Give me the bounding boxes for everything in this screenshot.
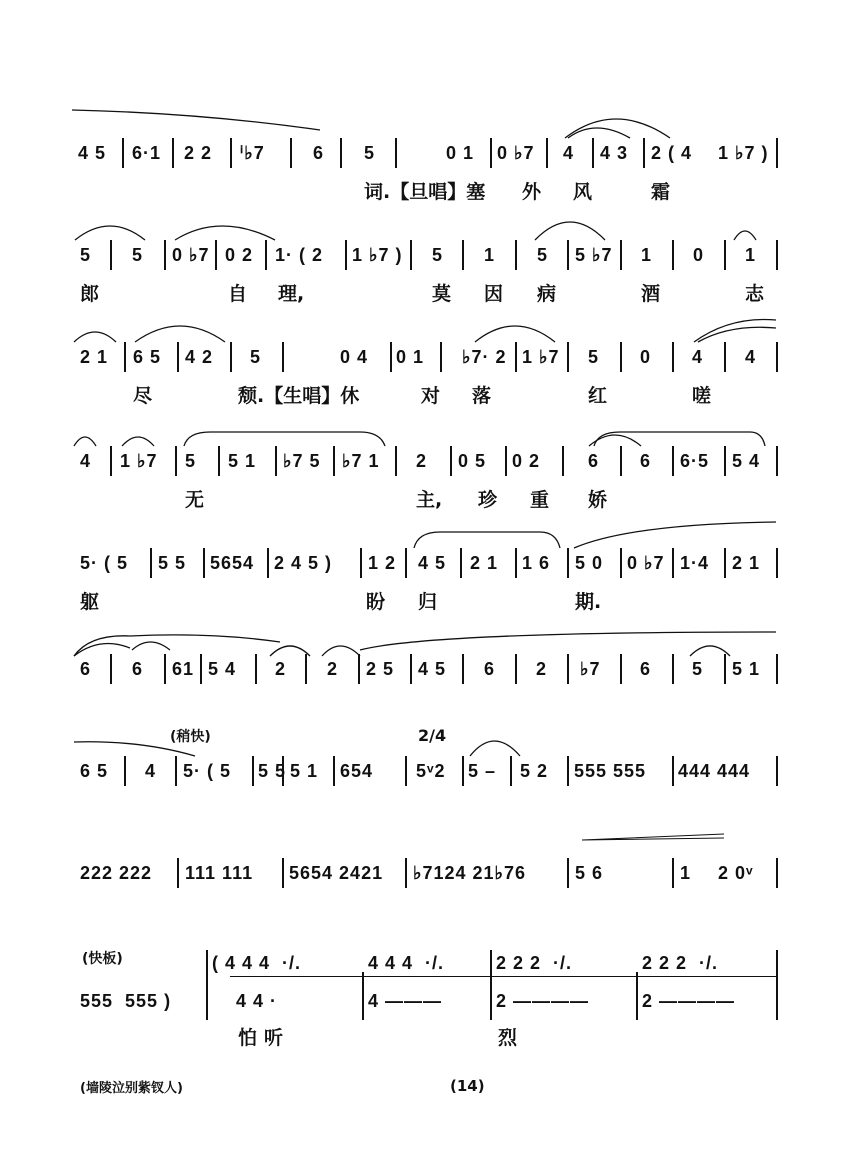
lyric: 躯 — [80, 591, 100, 613]
lyric: 落 — [472, 385, 492, 407]
note-group: 5 1 — [228, 451, 257, 471]
note-group: 1 ♭7 ) — [352, 245, 403, 265]
barline — [206, 950, 208, 1020]
lyric: 盼 — [366, 591, 386, 613]
lyric: 酒 — [641, 283, 661, 305]
note-group: ♭7124 21♭76 — [413, 863, 527, 883]
slur-line — [570, 522, 780, 550]
slur-arc — [118, 428, 158, 448]
slur-arc — [730, 222, 760, 242]
note-group: 61 — [172, 659, 195, 679]
note-group: 2 — [536, 659, 548, 679]
note-group: 4 — [692, 347, 704, 367]
slur-bracket — [590, 428, 770, 448]
note-group: 5 5 — [258, 761, 287, 781]
lyric: 词.【旦唱】塞 — [364, 181, 486, 203]
slur-arc — [470, 318, 560, 344]
note-group: 0 1 — [396, 347, 425, 367]
barline — [490, 950, 492, 1020]
note-group: 6 — [588, 451, 600, 471]
note-group: 555 555 ) — [80, 991, 172, 1011]
barline — [362, 972, 364, 1020]
note-group: 6 — [640, 451, 652, 471]
note-group: 5 2 — [520, 761, 549, 781]
note-group: 0 ♭7 — [172, 245, 210, 265]
lyric-row — [0, 282, 862, 310]
lyric: 红 — [588, 385, 608, 407]
note-group: 4 5 — [418, 553, 447, 573]
note-group: 1 6 — [522, 553, 551, 573]
page-number: (14) — [450, 1077, 485, 1095]
note-group: 2 2 2 ·/. — [496, 953, 573, 973]
notation-row — [0, 446, 862, 476]
divider — [230, 976, 776, 977]
notation-row — [0, 858, 862, 888]
lyric: 风 — [573, 181, 593, 203]
note-group: 6 5 — [133, 347, 162, 367]
note-group: 0 — [693, 245, 705, 265]
note-group: 5654 2421 — [289, 863, 384, 883]
note-group: 0 — [640, 347, 652, 367]
note-group: 4 — [563, 143, 575, 163]
note-group: 2 — [327, 659, 339, 679]
note-group: 1 — [680, 863, 692, 883]
score-source: (墙陵泣别紫钗人) — [80, 1081, 183, 1096]
note-group: 1 ♭7 — [522, 347, 560, 367]
lyric: 归 — [418, 591, 438, 613]
note-group: 5 – — [468, 761, 497, 781]
note-group: 4 4 4 ·/. — [368, 953, 445, 973]
tremolo-line — [578, 832, 728, 842]
lyric: 珍 — [478, 489, 498, 511]
lyric-row — [0, 488, 862, 516]
slur-arc — [530, 212, 610, 242]
note-group: 5 — [537, 245, 549, 265]
note-group: 654 — [340, 761, 374, 781]
note-group: 444 444 — [678, 761, 751, 781]
note-group: 0 1 — [446, 143, 475, 163]
lyric: 郎 — [80, 283, 100, 305]
note-group: 0 ♭7 — [627, 553, 665, 573]
slur-arc — [560, 110, 680, 140]
note-group: 5 4 — [208, 659, 237, 679]
lyric: 无 — [185, 489, 205, 511]
note-group: 1 — [484, 245, 496, 265]
note-group: 2 2 2 ·/. — [642, 953, 719, 973]
slur-arc — [690, 316, 780, 344]
note-group: 1 2 — [368, 553, 397, 573]
note-group: 5 5 — [158, 553, 187, 573]
lyric: 颓.【生唱】休 — [238, 385, 360, 407]
note-group: 2 — [416, 451, 428, 471]
note-group: 0 2 — [512, 451, 541, 471]
note-group: 6 5 — [80, 761, 109, 781]
barline — [776, 950, 778, 1020]
lyric: 嗟 — [692, 385, 712, 407]
tempo-marking: (快板) — [82, 951, 123, 967]
lyric: 听 — [264, 1027, 284, 1049]
note-group: 2 0ᵛ — [718, 863, 754, 883]
lyric: 莫 — [432, 283, 452, 305]
slur-line — [70, 108, 330, 138]
note-group: 111 111 — [185, 863, 254, 883]
note-group: 5· ( 5 — [183, 761, 232, 781]
slur-arc — [170, 218, 280, 242]
tempo-marking: (稍快) — [170, 729, 211, 745]
notation-row — [0, 756, 862, 786]
note-group: 5ᵛ2 — [416, 761, 446, 781]
note-group: 4 5 — [418, 659, 447, 679]
notation-row — [0, 548, 862, 578]
note-group: 2 1 — [732, 553, 761, 573]
lyric-row — [0, 1026, 862, 1054]
notation-row — [0, 240, 862, 270]
notation-row — [0, 654, 862, 684]
note-group: ♭7· 2 — [462, 347, 507, 367]
note-group: 5 6 — [575, 863, 604, 883]
note-group: 6 — [80, 659, 92, 679]
note-group: ⁱ♭7 — [240, 143, 265, 163]
note-group: 5 4 — [732, 451, 761, 471]
lyric: 自 — [228, 283, 248, 305]
slur-bracket — [410, 528, 565, 550]
note-group: 1 ♭7 ) — [718, 143, 769, 163]
note-group: 5· ( 5 — [80, 553, 129, 573]
note-group: 4 3 — [600, 143, 629, 163]
note-group: 2 ———— — [496, 991, 590, 1011]
note-group: 555 555 — [574, 761, 647, 781]
lyric: 霜 — [651, 181, 671, 203]
note-group: 4 ——— — [368, 991, 443, 1011]
note-group: 5 0 — [575, 553, 604, 573]
note-group: 6 — [484, 659, 496, 679]
note-group: ♭7 — [580, 659, 601, 679]
slur-arc — [466, 732, 526, 758]
note-group: 6·1 — [132, 143, 162, 163]
lyric-row — [0, 590, 862, 618]
lyric: 怕 — [238, 1027, 258, 1049]
note-group: 4 4 · — [236, 991, 278, 1011]
note-group: 2 ( 4 — [651, 143, 693, 163]
barline — [636, 972, 638, 1020]
notation-row — [0, 138, 862, 168]
note-group: 1 — [641, 245, 653, 265]
lyric: 志 — [745, 283, 765, 305]
note-group: 6 — [640, 659, 652, 679]
lyric-row — [0, 384, 862, 412]
note-group: 0 ♭7 — [497, 143, 535, 163]
note-group: 4 — [745, 347, 757, 367]
slur-arc — [70, 428, 100, 448]
lyric: 娇 — [588, 489, 608, 511]
note-group: 5 — [432, 245, 444, 265]
slur-arc — [70, 218, 150, 242]
note-group: 5654 — [210, 553, 255, 573]
slur-arc — [585, 428, 645, 448]
lyric: 理, — [278, 283, 305, 305]
lyric: 因 — [484, 283, 504, 305]
note-group: 6·5 — [680, 451, 710, 471]
note-group: 5 — [250, 347, 262, 367]
lyric: 烈 — [498, 1027, 518, 1049]
note-group: 0 5 — [458, 451, 487, 471]
note-group: 2 — [275, 659, 287, 679]
note-group: 222 222 — [80, 863, 153, 883]
note-group: 1 ♭7 — [120, 451, 158, 471]
note-group: ♭7 5 — [283, 451, 321, 471]
notation-row — [0, 342, 862, 372]
note-group: 2 2 — [184, 143, 213, 163]
note-group: 5 1 — [290, 761, 319, 781]
lyric: 期. — [575, 591, 602, 613]
lyric: 尽 — [133, 385, 153, 407]
slur-bracket — [180, 428, 390, 448]
note-group: 5 — [80, 245, 92, 265]
note-group: 2 1 — [80, 347, 109, 367]
lyric: 外 — [522, 181, 542, 203]
note-group: 5 — [185, 451, 197, 471]
note-group: 2 5 — [366, 659, 395, 679]
note-group: 2 4 5 ) — [274, 553, 333, 573]
note-group: 4 — [145, 761, 157, 781]
slur-arc — [130, 318, 230, 344]
note-group: 5 1 — [732, 659, 761, 679]
note-group: 5 — [364, 143, 376, 163]
lyric-row — [0, 180, 862, 208]
note-group: 4 5 — [78, 143, 107, 163]
lyric: 主, — [416, 489, 443, 511]
note-group: ♭7 1 — [342, 451, 380, 471]
lyric: 病 — [537, 283, 557, 305]
note-group: 5 ♭7 — [575, 245, 613, 265]
note-group: 4 — [80, 451, 92, 471]
note-group: 5 — [132, 245, 144, 265]
note-group: 1·4 — [680, 553, 710, 573]
lyric: 对 — [421, 385, 441, 407]
time-signature: 2/4 — [418, 726, 447, 745]
note-group: 0 4 — [340, 347, 369, 367]
note-group: 5 — [588, 347, 600, 367]
note-group: 0 2 — [225, 245, 254, 265]
note-group: 6 — [313, 143, 325, 163]
note-group: 1· ( 2 — [275, 245, 324, 265]
slur-arc — [70, 322, 120, 344]
note-group: 2 ———— — [642, 991, 736, 1011]
note-group: ( 4 4 4 ·/. — [212, 953, 302, 973]
lyric: 重 — [530, 489, 550, 511]
note-group: 1 — [745, 245, 757, 265]
note-group: 4 2 — [185, 347, 214, 367]
note-group: 6 — [132, 659, 144, 679]
note-group: 2 1 — [470, 553, 499, 573]
note-group: 5 — [692, 659, 704, 679]
